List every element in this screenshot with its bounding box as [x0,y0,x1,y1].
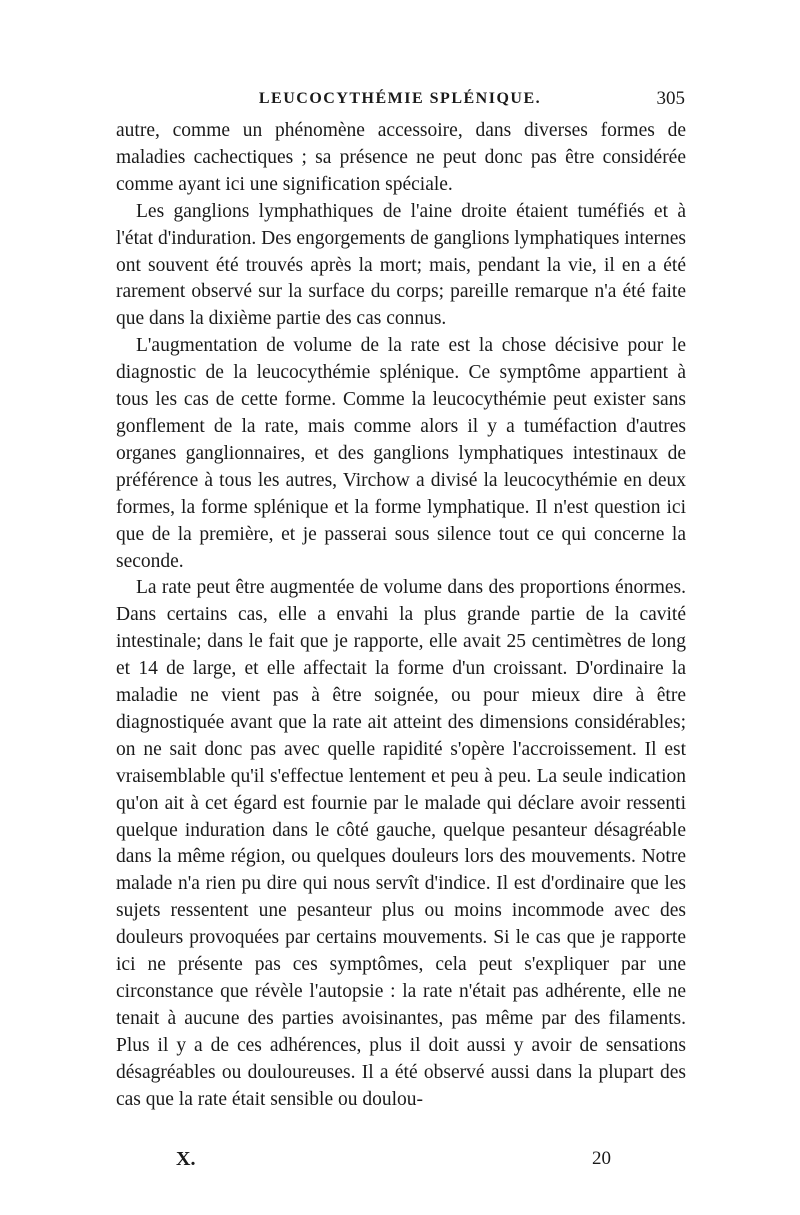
sheet-number: 20 [592,1148,611,1169]
paragraph-continuation: autre, comme un phénomène accessoire, dans diverses formes de maladies cachectiques ; sa présence ne peut donc pas être considérée comme ayant ici une signification spéciale. [116,120,686,195]
running-head [115,86,685,112]
running-title: LEUCOCYTHÉMIE SPLÉNIQUE. [258,90,542,107]
body-text [116,118,686,1114]
page-footer [116,1144,686,1174]
page-number: 305 [656,88,685,109]
paragraph-ganglions: Les ganglions lymphathiques de l'aine droite étaient tuméfiés et à l'état d'induration. Des engorgements de ganglions lymphatiques internes ont souvent été trouvés après la mort; mais, pendant la vie, il en a été rarement observé sur la surface du corps; pareille remarque n'a été faite que dans la dixième partie des cas connus. [116,200,686,330]
paragraph-rate-volume: La rate peut être augmentée de volume dans des proportions énormes. Dans certains cas, elle a envahi la plus grande partie de la cavité intestinale; dans le fait que je rapporte, elle avait 25 centimètres de long et 14 de large, et elle affectait la forme d'un croissant. D'ordinaire la maladie ne vient pas à être soignée, ou pour mieux dire à être diagnostiquée avant que la rate ait atteint des dimensions considérables; on ne sait donc pas avec quelle rapidité s'opère l'accroissement. Il est vraisemblable qu'il s'effectue lentement et peu à peu. La seule indication qu'on ait à cet égard est fournie par le malade qui déclare avoir ressenti quelque induration dans le côté gauche, quelque pesanteur désagréable dans la même région, ou quelques douleurs lors des mouvements. Notre malade n'a rien pu dire qui nous servît d'indice. Il est d'ordinaire que les sujets ressentent une pesanteur plus ou moins incommode avec des douleurs provoquées par certains mouvements. Si le cas que je rapporte ici ne présente pas ces symptômes, cela peut s'expliquer par une circonstance que révèle l'autopsie : la rate n'était pas adhérente, elle ne tenait à aucune des parties avoisinantes, pas même par des filaments. Plus il y a de ces adhérences, plus il doit aussi y avoir de sensations désagréables ou douloureuses. Il a été observé aussi dans la plupart des cas que la rate était sensible ou doulou- [116,577,686,1110]
paragraph-augmentation: L'augmentation de volume de la rate est la chose décisive pour le diagnostic de la leucocythémie splénique. Ce symptôme appartient à tous les cas de cette forme. Comme la leucocythémie peut exister sans gonflement de la rate, mais comme alors il y a tuméfaction d'autres organes ganglionnaires, et des ganglions lymphatiques intestinaux de préférence à tous les autres, Virchow a divisé la leucocythémie en deux formes, la forme splénique et la forme lymphatique. Il n'est question ici que de la première, et je passerai sous silence tout ce qui concerne la seconde. [116,335,686,572]
signature-mark: X. [176,1148,196,1170]
